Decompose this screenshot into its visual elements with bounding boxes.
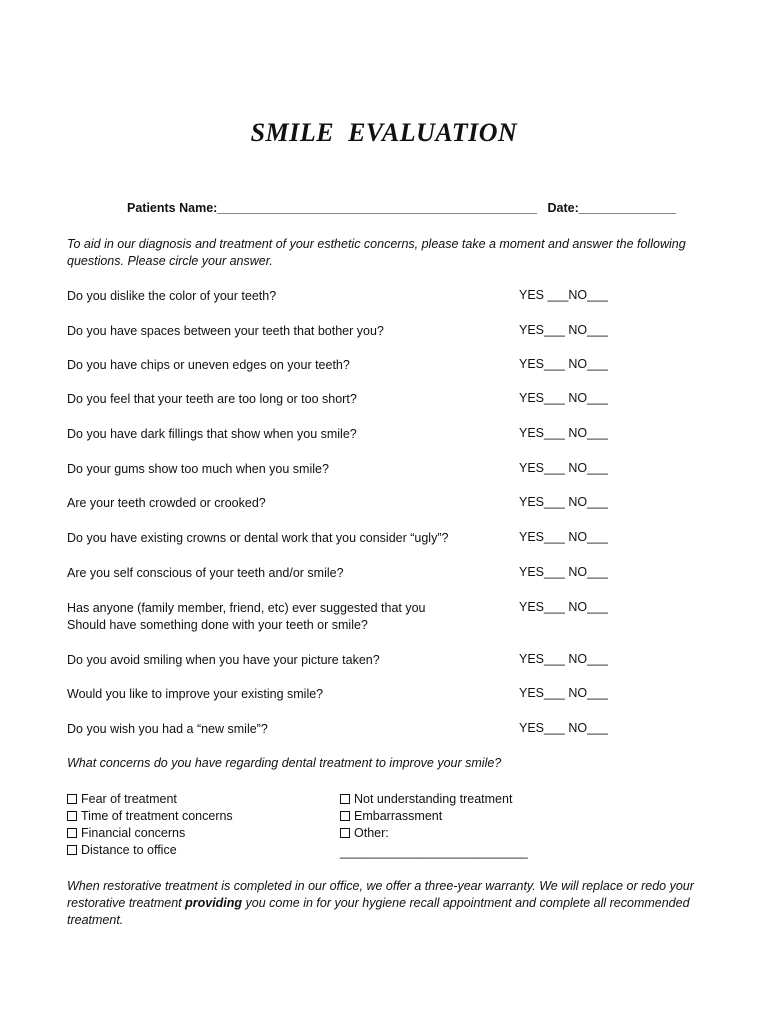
concern-option[interactable]: Other: [340,825,512,842]
warranty-note: When restorative treatment is completed in our office, we offer a three-year warranty. We will replace or redo your restorative treatment providing you come in for your hygiene recall appointment and complete all recommended treatment. [67,879,694,927]
checkbox-icon[interactable] [340,828,350,838]
yes-no-answer[interactable]: YES___ NO___ [519,357,608,371]
concerns-question: What concerns do you have regarding dental treatment to improve your smile? [67,756,502,770]
yes-no-answer[interactable]: YES___ NO___ [519,426,608,440]
patient-info-row [127,201,676,215]
question-line: Has anyone (family member, friend, etc) ever suggested that you [67,601,426,615]
concern-option[interactable]: Not understanding treatment [340,791,512,808]
checkbox-icon[interactable] [67,828,77,838]
checkbox-icon[interactable] [67,845,77,855]
checkbox-icon[interactable] [340,811,350,821]
question-text: Would you like to improve your existing smile? [67,687,324,701]
checkbox-icon[interactable] [67,794,77,804]
question-text: Do you dislike the color of your teeth? [67,289,277,303]
yes-no-answer[interactable]: YES___ NO___ [519,530,608,544]
checkbox-icon[interactable] [340,794,350,804]
question-text: Do your gums show too much when you smile? [67,462,329,476]
checkbox-icon[interactable] [67,811,77,821]
patient-name-field[interactable]: Patients Name:______________________________________________ [127,201,538,215]
concerns-left-column [67,791,233,859]
question-text [67,600,507,634]
other-input-line[interactable]: ___________________________ [340,845,528,859]
question-text: Do you avoid smiling when you have your picture taken? [67,653,380,667]
yes-no-answer[interactable]: YES ___NO___ [519,288,608,302]
yes-no-answer[interactable]: YES___ NO___ [519,323,608,337]
yes-no-answer[interactable]: YES___ NO___ [519,565,608,579]
question-text: Do you have existing crowns or dental work that you consider “ugly”? [67,531,449,545]
yes-no-answer[interactable]: YES___ NO___ [519,461,608,475]
question-text: Do you have chips or uneven edges on your teeth? [67,358,350,372]
concerns-right-column [340,791,512,842]
yes-no-answer[interactable]: YES___ NO___ [519,686,608,700]
yes-no-answer[interactable]: YES___ NO___ [519,391,608,405]
question-text: Are you self conscious of your teeth and/or smile? [67,566,344,580]
intro-text: To aid in our diagnosis and treatment of your esthetic concerns, please take a moment and answer the following questions. Please circle your answer. [67,237,686,268]
question-text: Do you have spaces between your teeth that bother you? [67,324,384,338]
yes-no-answer[interactable]: YES___ NO___ [519,600,608,614]
concern-option[interactable]: Distance to office [67,842,233,859]
concern-option[interactable]: Time of treatment concerns [67,808,233,825]
concern-option[interactable]: Embarrassment [340,808,512,825]
question-text: Do you wish you had a “new smile”? [67,722,268,736]
date-field[interactable]: Date:______________ [547,201,677,215]
question-text: Do you feel that your teeth are too long or too short? [67,392,357,406]
concern-option[interactable]: Financial concerns [67,825,233,842]
question-text: Are your teeth crowded or crooked? [67,496,266,510]
form-title: SMILE EVALUATION [250,118,518,147]
concern-option[interactable]: Fear of treatment [67,791,233,808]
yes-no-answer[interactable]: YES___ NO___ [519,721,608,735]
emphasis-providing: providing [185,896,243,910]
question-line: Should have something done with your teeth or smile? [67,618,368,632]
question-text: Do you have dark fillings that show when you smile? [67,427,357,441]
yes-no-answer[interactable]: YES___ NO___ [519,495,608,509]
yes-no-answer[interactable]: YES___ NO___ [519,652,608,666]
